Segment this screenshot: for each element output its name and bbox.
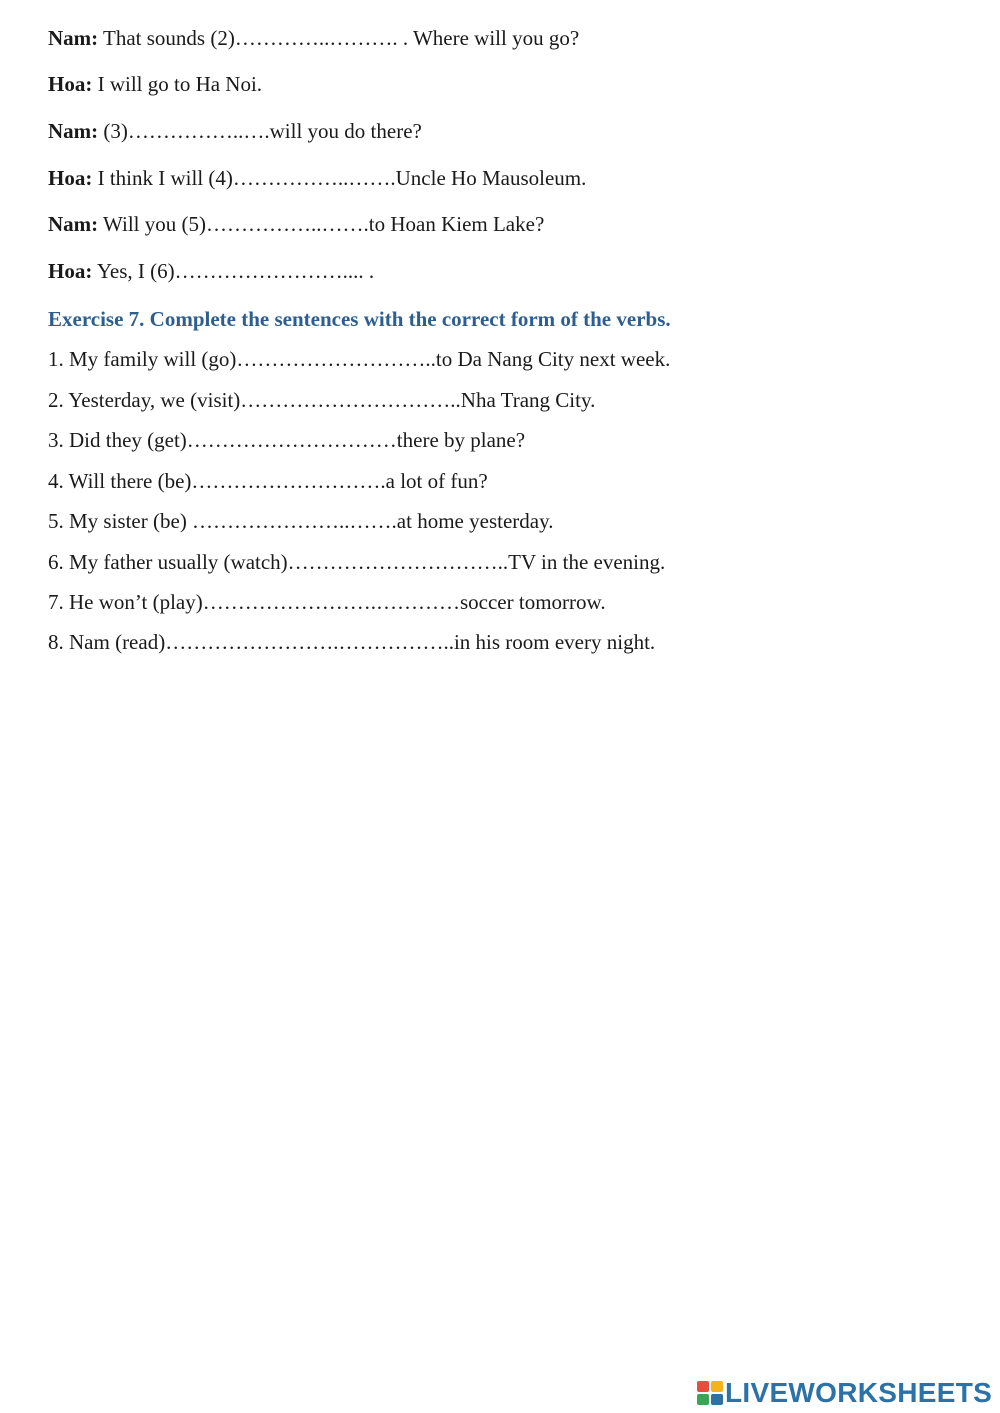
exercise-item: 7. He won’t (play)…………………….…………soccer tomorrow.: [48, 590, 606, 614]
logo-text: LIVEWORKSHEETS: [725, 1377, 993, 1408]
dialogue-text: I will go to Ha Noi.: [97, 72, 263, 96]
dialogue-line: [48, 118, 422, 144]
exercise-item: 2. Yesterday, we (visit)…………………………..Nha Trang City.: [48, 388, 596, 412]
dialogue-text: That sounds (2)…………..………. . Where will you go?: [103, 26, 580, 50]
speaker-name: Nam:: [48, 119, 99, 143]
speaker-name: Hoa:: [48, 72, 93, 96]
dialogue-line: [48, 25, 579, 51]
exercise-item: 8. Nam (read)…………………….……………..in his room every night.: [48, 630, 656, 654]
logo-mark-icon: [697, 1381, 723, 1405]
exercise-item: 5. My sister (be) …………………..…….at home yesterday.: [48, 509, 554, 533]
dialogue-line: [48, 165, 586, 191]
dialogue-text: Yes, I (6)…………………….... .: [96, 259, 375, 283]
speaker-name: Nam:: [48, 212, 99, 236]
exercise-item: 3. Did they (get)…………………………there by plane?: [48, 428, 526, 452]
logo-tile: [711, 1381, 723, 1392]
exercise-item: 6. My father usually (watch)…………………………..TV in the evening.: [48, 550, 666, 574]
dialogue-text: Will you (5)……………..…….to Hoan Kiem Lake?: [103, 212, 545, 236]
dialogue-line: [48, 258, 374, 284]
dialogue-text: (3)……………..….will you do there?: [103, 119, 422, 143]
exercise-heading: Exercise 7. Complete the sentences with the correct form of the verbs.: [48, 307, 671, 331]
dialogue-line: [48, 211, 544, 237]
dialogue-line: [48, 71, 262, 97]
speaker-name: Hoa:: [48, 259, 93, 283]
speaker-name: Hoa:: [48, 166, 93, 190]
speaker-name: Nam:: [48, 26, 99, 50]
logo-tile: [697, 1394, 709, 1405]
logo-tile: [697, 1381, 709, 1392]
exercise-item: 1. My family will (go)………………………..to Da Nang City next week.: [48, 347, 671, 371]
exercise-item: 4. Will there (be)……………………….a lot of fun?: [48, 469, 488, 493]
dialogue-text: I think I will (4)……………..…….Uncle Ho Mausoleum.: [97, 166, 587, 190]
liveworksheets-logo: [697, 1378, 992, 1408]
logo-tile: [711, 1394, 723, 1405]
